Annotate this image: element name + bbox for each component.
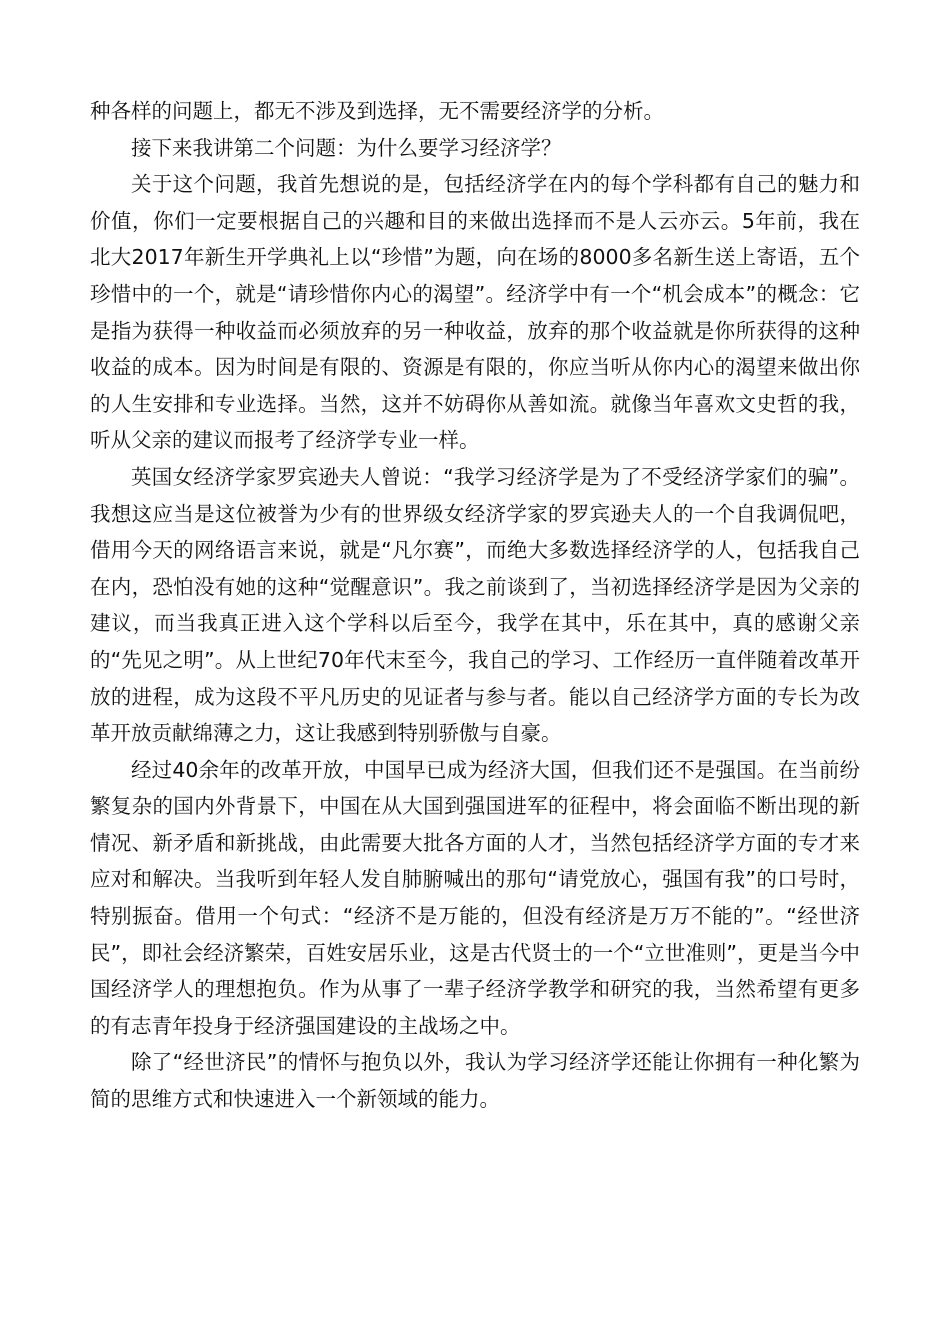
paragraph-continued: 种各样的问题上，都无不涉及到选择，无不需要经济学的分析。 — [90, 99, 664, 123]
document-body — [90, 93, 860, 1118]
paragraph-question-heading: 接下来我讲第二个问题：为什么要学习经济学？ — [131, 135, 562, 160]
paragraph-thinking-method: 除了“经世济民”的情怀与抱负以外，我认为学习经济学还能让你拥有一种化繁为简的思维方式和快速进入一个新领域的能力。 — [90, 1050, 860, 1112]
paragraph-robinson-quote: 英国女经济学家罗宾逊夫人曾说：“我学习经济学是为了不受经济学家们的骗”。我想这应当是这位被誉为少有的世界级女经济学家的罗宾逊夫人的一个自我调侃吧，借用今天的网络语言来说，就是“凡尔赛”，而绝大多数选择经济学的人，包括我自己在内，恐怕没有她的这种“觉醒意识”。我之前谈到了，当初选择经济学是因为父亲的建议，而当我真正进入这个学科以后至今，我学在其中，乐在其中，真的感谢父亲的“先见之明”。从上世纪70年代末至今，我自己的学习、工作经历一直伴随着改革开放的进程，成为这段不平凡历史的见证者与参与者。能以自己经济学方面的专长为改革开放贡献绵薄之力，这让我感到特别骄傲与自豪。 — [90, 464, 860, 746]
paragraph-opportunity-cost: 关于这个问题，我首先想说的是，包括经济学在内的每个学科都有自己的魅力和价值，你们一定要根据自己的兴趣和目的来做出选择而不是人云亦云。5年前，我在北大2017年新生开学典礼上以“珍惜”为题，向在场的8000多名新生送上寄语，五个珍惜中的一个，就是“请珍惜你内心的渴望”。经济学中有一个“机会成本”的概念：它是指为获得一种收益而必须放弃的另一种收益，放弃的那个收益就是你所获得的这种收益的成本。因为时间是有限的、资源是有限的，你应当听从你内心的渴望来做出你的人生安排和专业选择。当然，这并不妨碍你从善如流。就像当年喜欢文史哲的我，听从父亲的建议而报考了经济学专业一样。 — [90, 172, 860, 453]
paragraph-reform-opening: 经过40余年的改革开放，中国早已成为经济大国，但我们还不是强国。在当前纷繁复杂的国内外背景下，中国在从大国到强国进军的征程中，将会面临不断出现的新情况、新矛盾和新挑战，由此需要大批各方面的人才，当然包括经济学方面的专才来应对和解决。当我听到年轻人发自肺腑喊出的那句“请党放心，强国有我”的口号时，特别振奋。借用一个句式：“经济不是万能的，但没有经济是万万不能的”。“经世济民”，即社会经济繁荣，百姓安居乐业，这是古代贤士的一个“立世准则”，更是当今中国经济学人的理想抱负。作为从事了一辈子经济学教学和研究的我，当然希望有更多的有志青年投身于经济强国建设的主战场之中。 — [90, 757, 860, 1038]
